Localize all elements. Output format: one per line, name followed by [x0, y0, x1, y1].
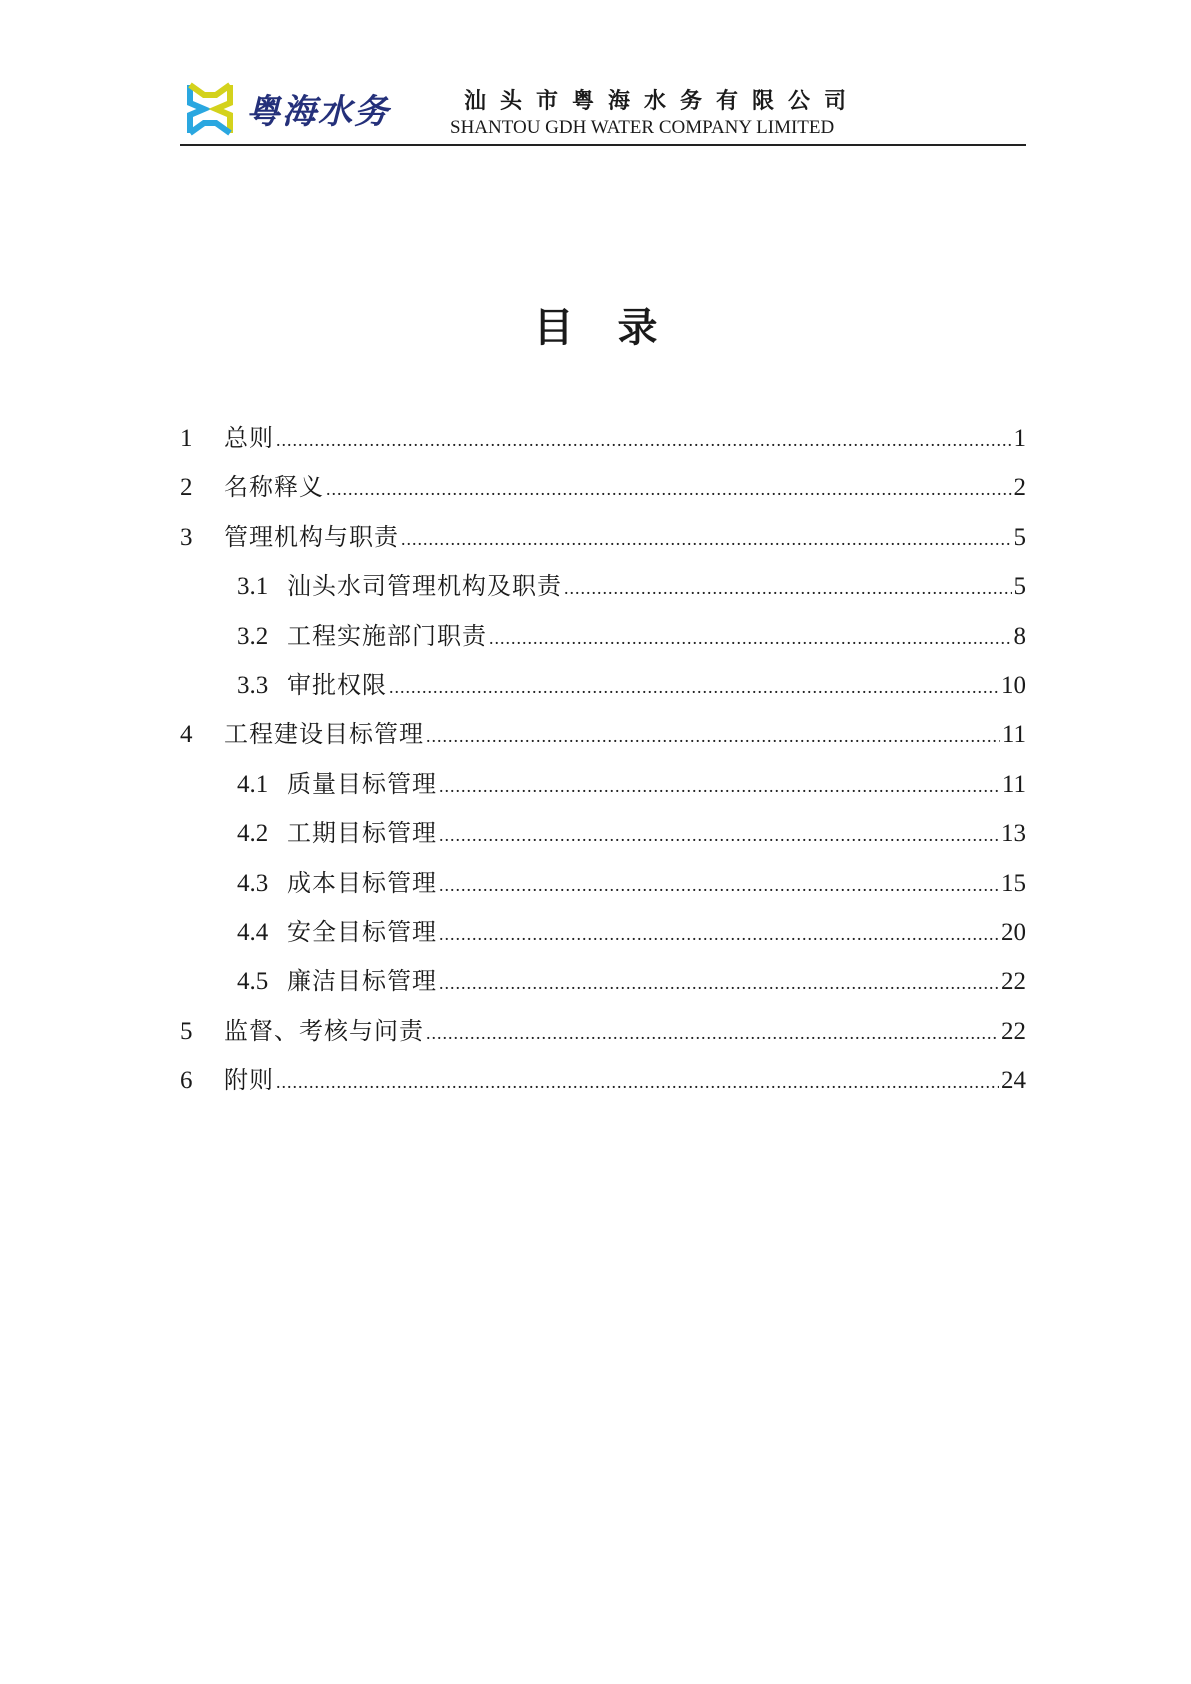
- toc-entry-title: 总则: [224, 424, 274, 452]
- page-header: [180, 78, 1026, 146]
- toc-title: 目录: [533, 305, 702, 351]
- toc-entry[interactable]: [180, 714, 1026, 763]
- toc-entry-number: 4.4: [237, 918, 269, 946]
- toc-entry-number: 2: [180, 474, 193, 502]
- toc-entry[interactable]: [180, 665, 1026, 714]
- toc-entry-number: 1: [180, 425, 193, 452]
- toc-entry-title: 监督、考核与问责: [224, 1016, 424, 1045]
- toc-entry[interactable]: [180, 418, 1026, 467]
- toc-entry-page: 11: [1001, 721, 1026, 749]
- toc-entry-number: 3.2: [237, 622, 269, 650]
- table-of-contents: [180, 418, 1026, 1109]
- toc-entry[interactable]: [180, 813, 1026, 862]
- toc-entry-page: 8: [1013, 622, 1026, 650]
- toc-entry[interactable]: [180, 912, 1026, 961]
- toc-entry[interactable]: [180, 1060, 1026, 1109]
- toc-entry[interactable]: [180, 764, 1026, 813]
- toc-entry-title: 管理机构与职责: [224, 522, 399, 551]
- toc-entry[interactable]: [180, 961, 1026, 1010]
- toc-entry[interactable]: [180, 467, 1026, 516]
- toc-entry-title: 工程建设目标管理: [224, 720, 424, 749]
- gdh-water-logo-icon: [186, 81, 234, 137]
- toc-entry-title: 汕头水司管理机构及职责: [287, 572, 562, 601]
- toc-entry-title: 工期目标管理: [287, 819, 437, 848]
- toc-dot-leader: [389, 677, 999, 698]
- toc-entry-page: 11: [1001, 770, 1026, 798]
- toc-entry-number: 4: [180, 721, 193, 749]
- toc-entry-number: 4.1: [237, 770, 269, 798]
- toc-entry[interactable]: [180, 1011, 1026, 1060]
- toc-entry-page: 5: [1013, 573, 1026, 601]
- toc-entry-page: 20: [1001, 918, 1026, 946]
- company-name-en: SHANTOU GDH WATER COMPANY LIMITED: [450, 117, 835, 138]
- toc-dot-leader: [489, 628, 1012, 649]
- toc-entry-page: 10: [1001, 671, 1026, 699]
- toc-dot-leader: [326, 479, 1012, 500]
- toc-dot-leader: [439, 875, 999, 896]
- toc-entry-title: 名称释义: [224, 473, 324, 502]
- toc-entry-page: 1: [1013, 425, 1026, 452]
- toc-entry-title: 廉洁目标管理: [287, 967, 437, 996]
- toc-entry-number: 5: [180, 1017, 193, 1045]
- toc-entry-number: 3: [180, 523, 193, 551]
- toc-entry[interactable]: [180, 517, 1026, 566]
- toc-entry-title: 安全目标管理: [287, 917, 437, 946]
- toc-entry-page: 13: [1001, 820, 1026, 848]
- toc-entry-title: 审批权限: [287, 670, 387, 699]
- toc-entry-title: 附则: [224, 1066, 274, 1095]
- toc-entry[interactable]: [180, 566, 1026, 615]
- toc-entry-page: 2: [1013, 474, 1026, 502]
- toc-entry[interactable]: [180, 616, 1026, 665]
- toc-dot-leader: [439, 924, 999, 945]
- toc-entry-page: 5: [1013, 523, 1026, 551]
- toc-dot-leader: [276, 1072, 999, 1093]
- toc-entry-title: 工程实施部门职责: [287, 621, 487, 650]
- toc-entry-number: 4.5: [237, 968, 269, 996]
- toc-entry-title: 质量目标管理: [287, 769, 437, 798]
- toc-entry-page: 15: [1001, 869, 1026, 897]
- toc-dot-leader: [439, 973, 999, 994]
- toc-entry-title: 成本目标管理: [287, 868, 437, 897]
- toc-entry-number: 4.2: [237, 820, 269, 848]
- toc-entry-number: 3.1: [237, 573, 269, 601]
- toc-dot-leader: [439, 825, 999, 846]
- toc-dot-leader: [426, 1023, 999, 1044]
- toc-entry-number: 4.3: [237, 869, 269, 897]
- toc-dot-leader: [401, 529, 1012, 550]
- toc-entry-page: 24: [1001, 1067, 1026, 1095]
- toc-entry-page: 22: [1001, 1017, 1026, 1045]
- toc-dot-leader: [564, 578, 1012, 599]
- toc-dot-leader: [276, 430, 1012, 451]
- toc-entry-number: 6: [180, 1067, 193, 1095]
- company-name-cn: 汕头市粤海水务有限公司: [464, 89, 861, 114]
- toc-dot-leader: [426, 726, 1000, 747]
- logo-text: 粤海水务: [246, 92, 390, 132]
- toc-entry-page: 22: [1001, 968, 1026, 996]
- toc-entry-number: 3.3: [237, 671, 269, 699]
- toc-dot-leader: [439, 776, 1000, 797]
- toc-entry[interactable]: [180, 863, 1026, 912]
